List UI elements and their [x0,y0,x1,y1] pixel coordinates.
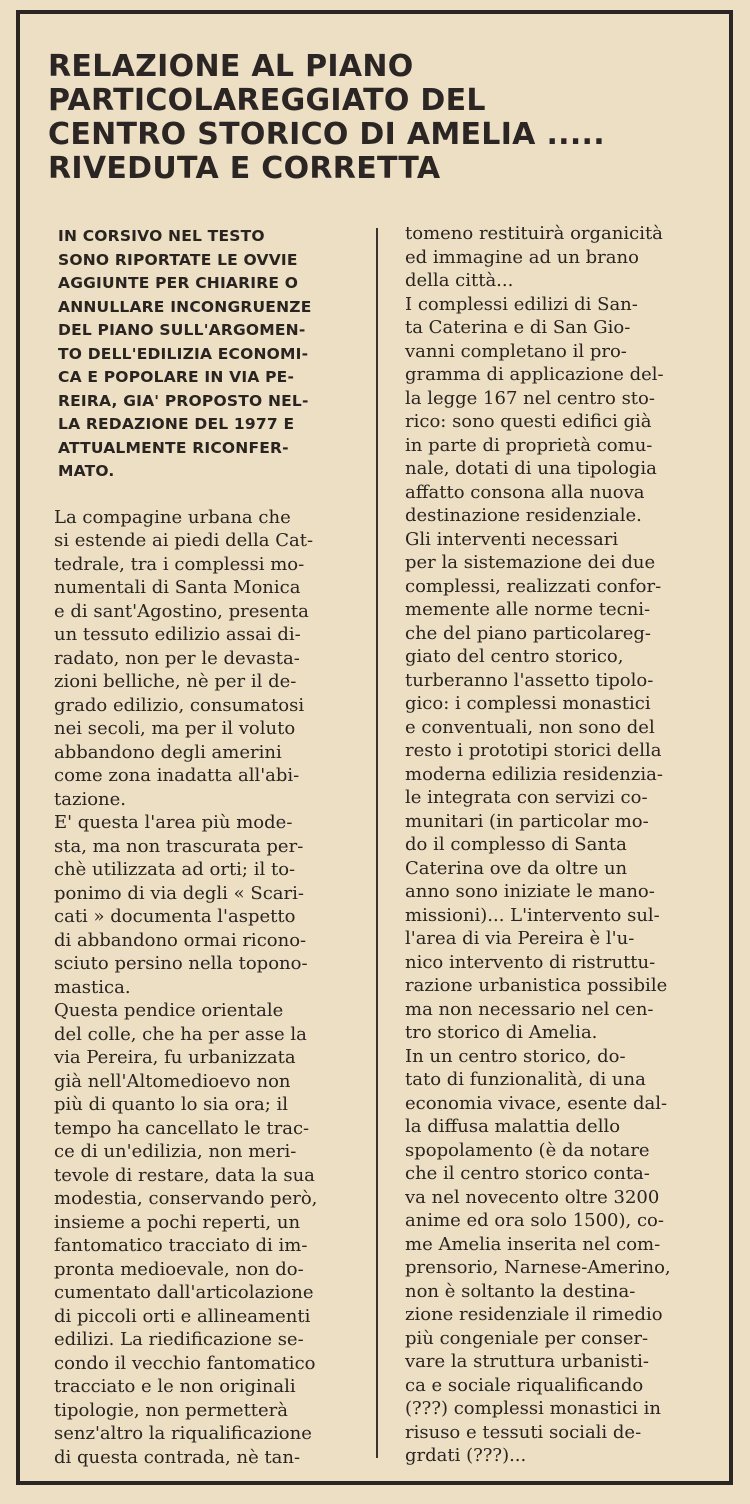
left-body-text [54,506,350,1470]
text-line: tro storico di Amelia. [405,1022,598,1043]
text-line: giato del centro storico, [405,646,624,667]
text-line: e conventuali, non sono del [405,716,655,738]
lead-line: CA E POPOLARE IN VIA PE- [58,368,295,386]
text-line: come zona inadatta all'abi- [54,765,300,786]
text-line: un tessuto edilizio assai di- [54,624,301,645]
text-line: anime ed ora solo 1500), co- [405,1210,664,1231]
headline-line: PARTICOLAREGGIATO DEL [48,83,486,118]
text-line: me Amelia inserita nel com- [405,1233,661,1255]
text-line: zione residenziale il rimedio [405,1304,663,1325]
text-line: l'area di via Pereira è l'u- [405,928,635,949]
text-line: grdati (???)... [405,1445,527,1466]
text-line: tomeno restituirà organicità [405,223,663,244]
right-column [405,222,721,1468]
text-line: tedrale, tra i complessi mo- [54,553,305,575]
article-headline [48,50,708,186]
text-line: va nel novecento oltre 3200 [405,1186,660,1208]
text-line: Gli interventi necessari [405,528,619,550]
text-line: grado edilizio, consumatosi [54,694,305,716]
text-line: pronta medioevale, non do- [54,1258,304,1280]
text-line: in parte di proprietà comu- [405,434,653,456]
text-line: non è soltanto la destina- [405,1280,636,1302]
text-line: la legge 167 nel centro sto- [405,387,655,409]
text-line: ca e sociale riqualificando [405,1374,644,1396]
column-divider [376,228,378,1458]
text-line: modestia, conservando però, [54,1188,318,1209]
text-line: per la sistemazione dei due [405,552,656,573]
text-line: Questa pendice orientale [54,1000,284,1021]
text-line: La compagine urbana che [54,506,291,528]
text-line: più di quanto lo sia ora; il [54,1094,289,1115]
lead-line: LA REDAZIONE DEL 1977 E [58,415,295,433]
text-line: razione urbanistica possibile [405,975,668,996]
text-line: cumentato dall'articolazione [54,1282,314,1303]
text-line: già nell'Altomedioevo non [54,1070,291,1092]
text-line: la diffusa malattia dello [405,1116,621,1137]
text-line: In un centro storico, do- [405,1045,626,1067]
right-body-text [405,222,721,1468]
text-line: insieme a pochi reperti, un [54,1211,301,1233]
text-line: condo il vecchio fantomatico [54,1352,316,1374]
text-line: tevole di restare, data la sua [54,1164,315,1186]
text-line: di piccoli orti e allineamenti [54,1305,311,1327]
text-line: sciuto persino nella topono- [54,953,308,974]
text-line: ponimo di via degli « Scari- [54,882,304,904]
headline-line: CENTRO STORICO DI AMELIA ..... [48,117,605,152]
lead-line: SONO RIPORTATE LE OVVIE [58,250,298,269]
text-line: della città... [405,270,514,291]
text-line: ce di un'edilizia, non meri- [54,1141,297,1162]
text-line: vare la struttura urbanisti- [405,1351,649,1372]
text-line: ma non necessario nel cen- [405,998,654,1020]
lead-line: ATTUALMENTE RICONFER- [58,438,289,457]
lead-line: IN CORSIVO NEL TESTO [58,227,265,245]
lead-line: ANNULLARE INCONGRUENZE [58,297,312,316]
text-line: rico: sono questi edifici già [405,411,652,432]
text-line: affatto consona alla nuova [405,481,645,503]
text-line: prensorio, Narnese-Amerino, [405,1257,671,1278]
text-line: tracciato e le non originali [54,1376,296,1397]
text-line: spopolamento (è da notare [405,1139,650,1161]
text-line: di questa contrada, nè tan- [54,1446,301,1468]
lead-line: MATO. [58,462,115,480]
text-line: E' questa l'area più mode- [54,812,293,833]
text-line: le integrata con servizi co- [405,787,648,808]
text-line: senz'altro la riqualificazione [54,1423,312,1444]
text-line: chè utilizzata ad orti; il to- [54,859,296,880]
text-line: gico: i complessi monastici [405,693,651,714]
text-line: più congeniale per conser- [405,1327,649,1349]
text-line: risuso e tessuti sociali de- [405,1421,642,1443]
headline-line: RELAZIONE AL PIANO [48,49,414,84]
text-line: Caterina ove da oltre un [405,857,628,879]
text-line: tato di funzionalità, di una [405,1069,646,1090]
text-line: resto i prototipi storici della [405,740,662,761]
text-line: munitari (in particolar mo- [405,810,649,832]
text-line: (???) complessi monastici in [405,1398,661,1419]
text-line: tazione. [54,788,127,810]
text-line: zioni belliche, nè per il de- [54,671,297,692]
text-line: mastica. [54,976,131,998]
lead-line: REIRA, GIA' PROPOSTO NEL- [58,391,309,410]
text-line: tipologie, non permetterà [54,1399,289,1421]
text-line: che il centro storico conta- [405,1163,650,1184]
text-line: numentali di Santa Monica [54,577,301,598]
text-line: complessi, realizzati confor- [405,575,662,597]
text-line: economia vivace, esente dal- [405,1092,668,1114]
text-line: nale, dotati di una tipologia [405,458,657,479]
headline-line: RIVEDUTA E CORRETTA [48,151,441,186]
text-line: I complessi edilizi di San- [405,293,638,315]
text-line: tempo ha cancellato le trac- [54,1117,310,1139]
text-line: sta, ma non trascurata per- [54,835,304,857]
text-line: ed immagine ad un brano [405,246,639,268]
text-line: radato, non per le devasta- [54,647,300,669]
text-line: turberanno l'assetto tipolo- [405,669,654,691]
text-line: che del piano particolareg- [405,622,651,644]
lead-line: DEL PIANO SULL'ARGOMEN- [58,321,306,339]
text-line: edilizi. La riedificazione se- [54,1329,304,1350]
text-line: missioni)... L'intervento sul- [405,904,660,926]
text-line: memente alle norme tecni- [405,599,651,620]
text-line: fantomatico tracciato di im- [54,1235,308,1256]
text-line: ta Caterina e di San Gio- [405,317,631,338]
text-line: si estende ai piedi della Cat- [54,530,314,551]
text-line: via Pereira, fu urbanizzata [54,1047,296,1068]
text-line: do il complesso di Santa [405,834,627,855]
lead-line: AGGIUNTE PER CHIARIRE O [58,274,299,292]
lead-paragraph [54,225,350,484]
text-line: gramma di applicazione del- [405,364,664,385]
text-line: abbandono degli amerini [54,741,282,763]
text-line: di abbandono ormai ricono- [54,929,307,951]
text-line: e di sant'Agostino, presenta [54,600,309,622]
text-line: anno sono iniziate le mano- [405,881,655,902]
text-line: nei secoli, ma per il voluto [54,718,296,739]
text-line: destinazione residenziale. [405,505,642,526]
left-column [54,225,350,1469]
text-line: nico intervento di ristruttu- [405,951,656,973]
text-line: cati » documenta l'aspetto [54,906,296,927]
text-line: vanni completano il pro- [405,340,627,362]
text-line: moderna edilizia residenzia- [405,763,663,785]
lead-line: TO DELL'EDILIZIA ECONOMI- [58,344,309,363]
text-line: del colle, che ha per asse la [54,1023,307,1045]
